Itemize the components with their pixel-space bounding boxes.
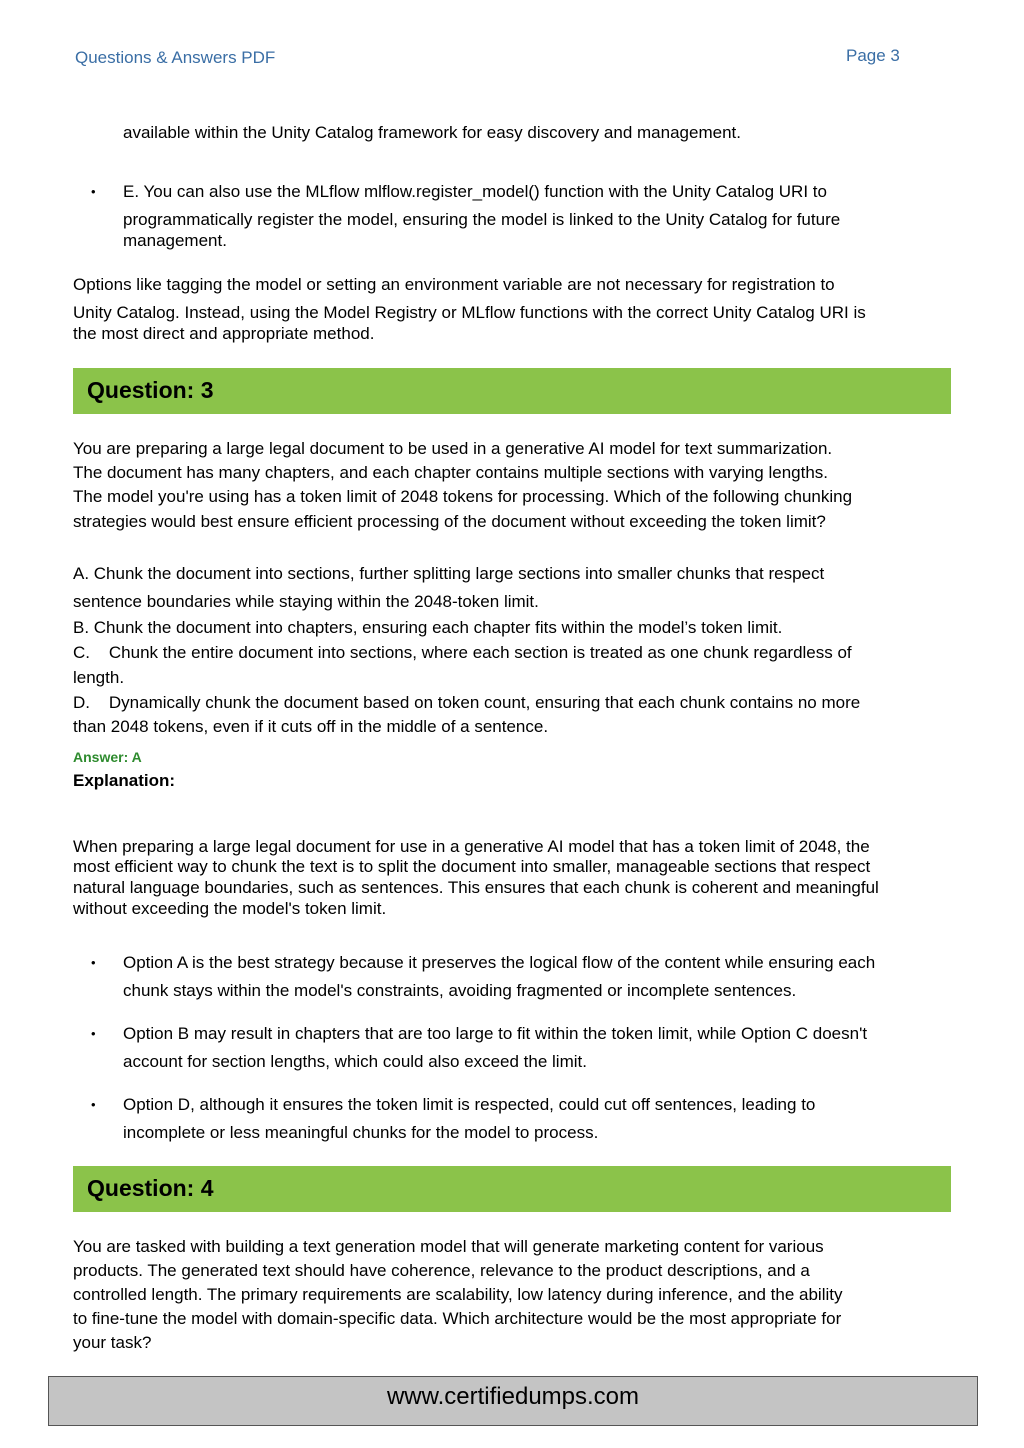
q4-stem-line3: controlled length. The primary requirements are scalability, low latency during inference, and the ability bbox=[73, 1285, 843, 1304]
bullet-e-line2: programmatically register the model, ensuring the model is linked to the Unity Catalog for future bbox=[123, 210, 841, 229]
q3-explanation-line2: most efficient way to chunk the text is to split the document into smaller, manageable sections that respect bbox=[73, 857, 871, 876]
q3-option-d-line2: than 2048 tokens, even if it cuts off in the middle of a sentence. bbox=[73, 717, 549, 736]
q3-explanation-label: Explanation: bbox=[73, 771, 176, 790]
bullet-marker: • bbox=[91, 955, 96, 970]
q3-stem-line1: You are preparing a large legal document to be used in a generative AI model for text summarization. bbox=[73, 439, 833, 458]
q3-bullet-2-line2: account for section lengths, which could also exceed the limit. bbox=[123, 1052, 587, 1071]
bullet-marker: • bbox=[91, 1097, 96, 1112]
summary-line1: Options like tagging the model or setting an environment variable are not necessary for registration to bbox=[73, 275, 835, 294]
q4-stem-line1: You are tasked with building a text generation model that will generate marketing content for various bbox=[73, 1237, 824, 1256]
q3-option-a-line1: A. Chunk the document into sections, further splitting large sections into smaller chunks that respect bbox=[73, 564, 825, 583]
q3-stem-line3: The model you're using has a token limit of 2048 tokens for processing. Which of the following chunking bbox=[73, 487, 853, 506]
q4-stem-line4: to fine-tune the model with domain-specific data. Which architecture would be the most appropriate for bbox=[73, 1309, 842, 1328]
q3-stem-line2: The document has many chapters, and each chapter contains multiple sections with varying lengths. bbox=[73, 463, 829, 482]
question-4-header bbox=[73, 1166, 951, 1212]
page-number: Page 3 bbox=[846, 46, 900, 65]
footer-banner bbox=[48, 1376, 978, 1426]
q3-bullet-1-line2: chunk stays within the model's constraints, avoiding fragmented or incomplete sentences. bbox=[123, 981, 797, 1000]
summary-line3: the most direct and appropriate method. bbox=[73, 324, 375, 343]
bullet-marker: • bbox=[91, 1026, 96, 1041]
q4-stem-line2: products. The generated text should have coherence, relevance to the product descriptions, and a bbox=[73, 1261, 810, 1280]
q3-option-d-line1: D. Dynamically chunk the document based on token count, ensuring that each chunk contains no more bbox=[73, 693, 861, 712]
q3-answer: Answer: A bbox=[73, 749, 142, 765]
q3-explanation-line3: natural language boundaries, such as sentences. This ensures that each chunk is coherent and meaningful bbox=[73, 878, 879, 897]
q3-option-a-line2: sentence boundaries while staying within the 2048-token limit. bbox=[73, 592, 539, 611]
bullet-marker: • bbox=[91, 184, 96, 199]
question-3-title: Question: 3 bbox=[87, 377, 214, 403]
q3-explanation-line1: When preparing a large legal document for use in a generative AI model that has a token limit of 2048, the bbox=[73, 837, 870, 856]
q3-stem-line4: strategies would best ensure efficient processing of the document without exceeding the token limit? bbox=[73, 512, 826, 531]
q3-explanation-line4: without exceeding the model's token limit. bbox=[73, 899, 387, 918]
q3-option-b: B. Chunk the document into chapters, ensuring each chapter fits within the model’s token limit. bbox=[73, 618, 783, 637]
q3-option-c-line1: C. Chunk the entire document into sections, where each section is treated as one chunk regardless of bbox=[73, 643, 852, 662]
q4-stem-line5: your task? bbox=[73, 1333, 152, 1352]
question-4-title: Question: 4 bbox=[87, 1175, 214, 1201]
summary-line2: Unity Catalog. Instead, using the Model Registry or MLflow functions with the correct Unity Catalog URI is bbox=[73, 303, 866, 322]
question-3-header bbox=[73, 368, 951, 414]
continuation-text: available within the Unity Catalog framework for easy discovery and management. bbox=[123, 123, 741, 142]
q3-option-c-line2: length. bbox=[73, 668, 125, 687]
q3-bullet-3-line2: incomplete or less meaningful chunks for the model to process. bbox=[123, 1123, 599, 1142]
header-title: Questions & Answers PDF bbox=[75, 48, 276, 67]
footer-url[interactable]: www.certifiedumps.com bbox=[386, 1383, 640, 1410]
q3-bullet-1-line1: Option A is the best strategy because it preserves the logical flow of the content while ensuring each bbox=[123, 953, 876, 972]
bullet-e-line3: management. bbox=[123, 231, 227, 250]
q3-bullet-2-line1: Option B may result in chapters that are too large to fit within the token limit, while Option C doesn't bbox=[123, 1024, 868, 1043]
q3-bullet-3-line1: Option D, although it ensures the token limit is respected, could cut off sentences, leading to bbox=[123, 1095, 816, 1114]
bullet-e-line1: E. You can also use the MLflow mlflow.register_model() function with the Unity Catalog URI to bbox=[123, 182, 827, 201]
